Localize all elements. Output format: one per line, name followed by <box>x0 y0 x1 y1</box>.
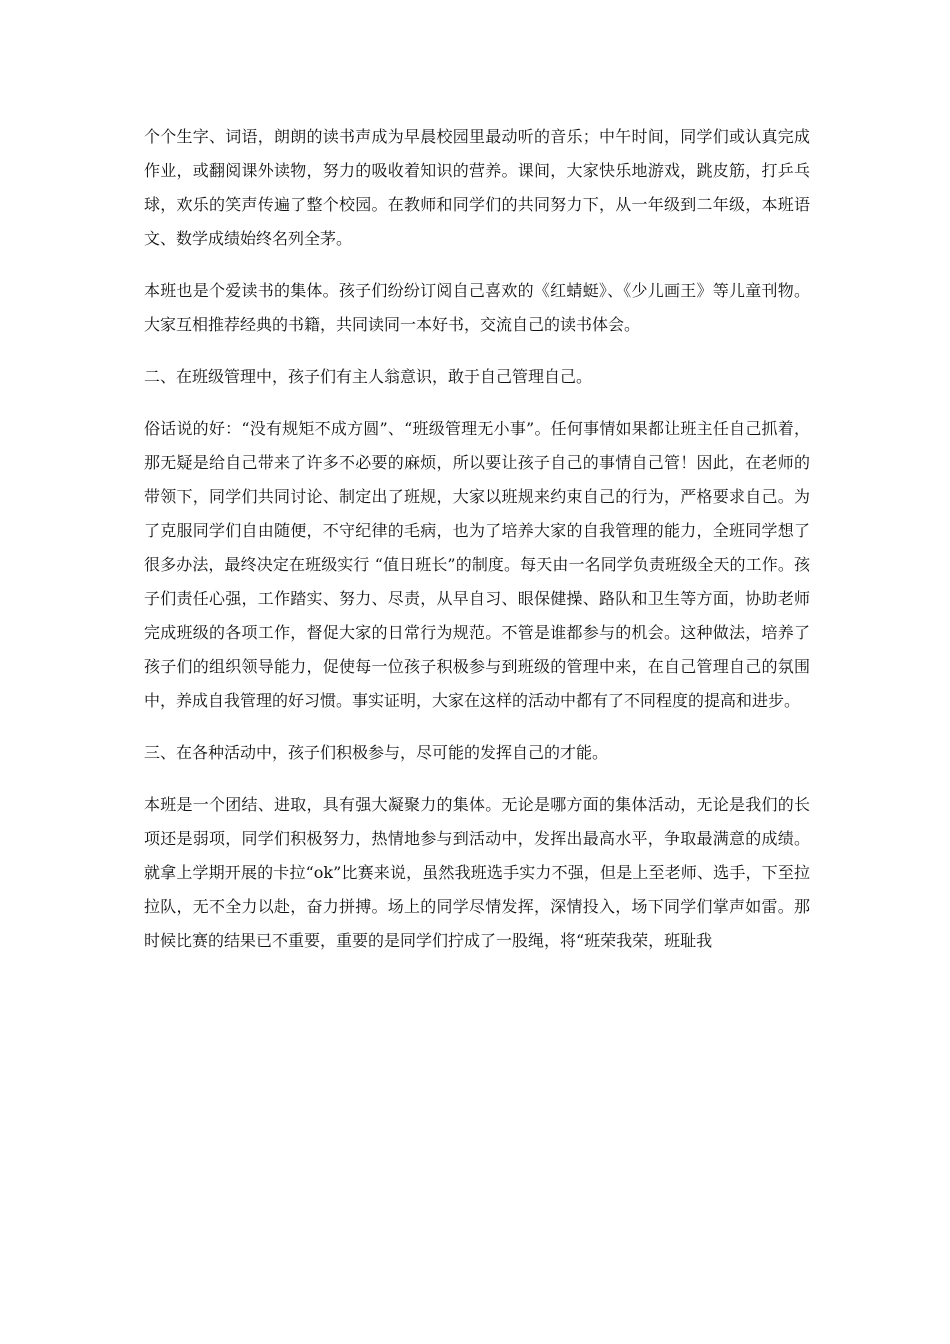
section-heading-2: 二、在班级管理中，孩子们有主人翁意识，敢于自己管理自己。 <box>144 367 593 386</box>
body-paragraph: 俗话说的好：“没有规矩不成方圆”、“班级管理无小事”。任何事情如果都让班主任自己抓着，那无疑是给自己带来了许多不必要的麻烦，所以要让孩子自己的事情自己管！因此，在老师的带领下，同学们共同讨论、制定出了班规，大家以班规来约束自己的行为，严格要求自己。为了克服同学们自由随便，不守纪律的毛病，也为了培养大家的自我管理的能力，全班同学想了很多办法，最终决定在班级实行 “值日班长”的制度。每天由一名同学负责班级全天的工作。孩子们责任心强，工作踏实、努力、尽责，从早自习、眼保健操、路队和卫生等方面，协助老师完成班级的各项工作，督促大家的日常行为规范。不管是谁都参与的机会。这种做法，培养了孩子们的组织领导能力，促使每一位孩子积极参与到班级的管理中来，在自己管理自己的氛围中，养成自我管理的好习惯。事实证明，大家在这样的活动中都有了不同程度的提高和进步。 <box>144 419 810 710</box>
body-paragraph: 本班是一个团结、进取，具有强大凝聚力的集体。无论是哪方面的集体活动，无论是我们的长项还是弱项，同学们积极努力，热情地参与到活动中，发挥出最高水平，争取最满意的成绩。就拿上学期开展的卡拉“ok”比赛来说，虽然我班选手实力不强，但是上至老师、选手，下至拉拉队，无不全力以赴，奋力拼搏。场上的同学尽情发挥，深情投入，场下同学们掌声如雷。那时候比赛的结果已不重要，重要的是同学们拧成了一股绳，将“班荣我荣，班耻我 <box>144 795 810 950</box>
body-paragraph: 个个生字、词语，朗朗的读书声成为早晨校园里最动听的音乐；中午时间，同学们或认真完成作业，或翻阅课外读物，努力的吸收着知识的营养。课间，大家快乐地游戏，跳皮筋，打乒乓球，欢乐的笑声传遍了整个校园。在教师和同学们的共同努力下，从一年级到二年级，本班语文、数学成绩始终名列全茅。 <box>144 127 810 248</box>
body-paragraph: 本班也是个爱读书的集体。孩子们纷纷订阅自己喜欢的《红蜻蜓》、《少儿画王》等儿童刊物。大家互相推荐经典的书籍，共同读同一本好书，交流自己的读书体会。 <box>144 281 810 334</box>
section-heading-3: 三、在各种活动中，孩子们积极参与，尽可能的发挥自己的才能。 <box>144 743 609 762</box>
document-body <box>144 120 810 976</box>
